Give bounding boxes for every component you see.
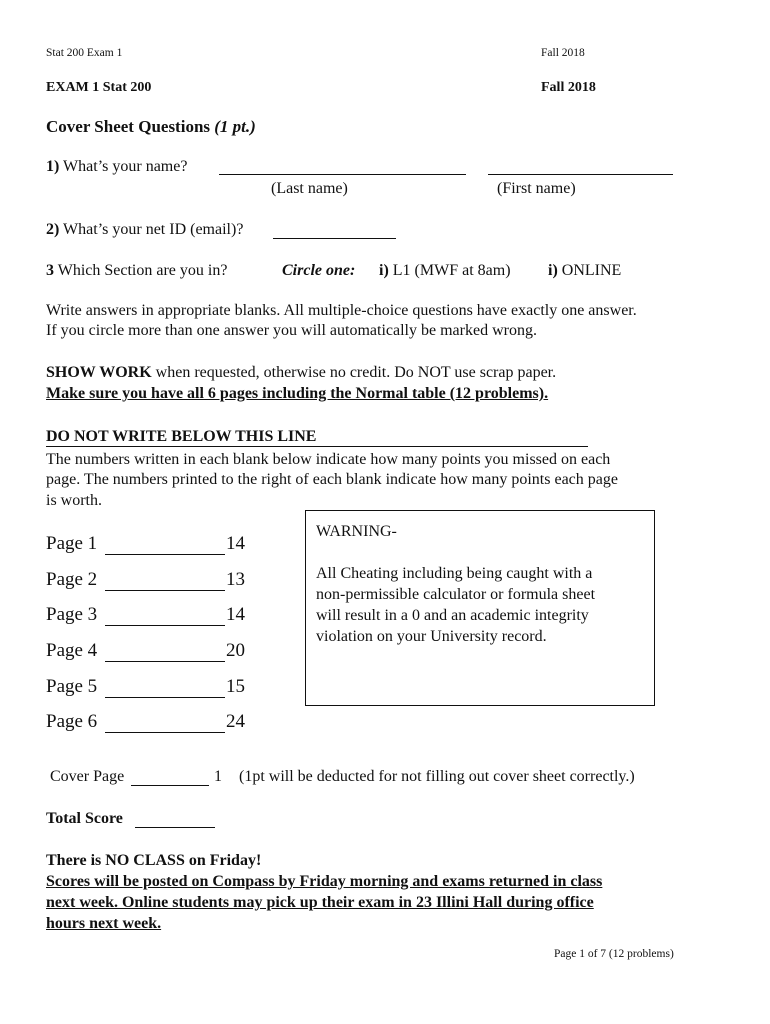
cover-page-score-field[interactable]: [131, 785, 209, 786]
page-3-score-field[interactable]: [105, 625, 225, 626]
section-option-l1[interactable]: [379, 262, 511, 280]
scores-notice-2: next week. Online students may pick up their exam in 23 Illini Hall during office: [46, 894, 594, 911]
q1-number: 1): [46, 158, 60, 175]
page-3-points: 14: [226, 604, 245, 625]
page-6-score-field[interactable]: [105, 732, 225, 733]
page-3-label: Page 3: [46, 604, 98, 625]
warning-line-1: All Cheating including being caught with a: [316, 565, 593, 582]
page-2-points: 13: [226, 569, 245, 590]
section-option-online[interactable]: [548, 262, 621, 280]
q1-text: What’s your name?: [59, 158, 188, 175]
show-work-rest: when requested, otherwise no credit. Do NOT use scrap paper.: [151, 364, 557, 381]
warning-line-3: will result in a 0 and an academic integrity: [316, 607, 589, 624]
cover-page-note: (1pt will be deducted for not filling out cover sheet correctly.): [239, 768, 635, 785]
show-work-bold: SHOW WORK: [46, 364, 152, 381]
warning-line-4: violation on your University record.: [316, 628, 547, 645]
grading-explain-3: is worth.: [46, 492, 102, 509]
q3-number: 3: [46, 262, 54, 279]
scores-notice-3: hours next week.: [46, 915, 162, 932]
q3-text: Which Section are you in?: [54, 262, 228, 279]
circle-one-label: Circle one:: [282, 262, 356, 279]
page-4-label: Page 4: [46, 640, 98, 661]
cover-title-points: (1 pt.): [214, 117, 256, 136]
page-6-points: 24: [226, 711, 245, 732]
instructions-line-2: If you circle more than one answer you will automatically be marked wrong.: [46, 322, 537, 339]
show-work-line: [46, 364, 556, 382]
cover-title-text: Cover Sheet Questions: [46, 117, 215, 136]
question-1: [46, 158, 187, 176]
page-1-points: 14: [226, 533, 245, 554]
page-1-score-field[interactable]: [105, 554, 225, 555]
instructions-line-1: Write answers in appropriate blanks. All multiple-choice questions have exactly one answer.: [46, 302, 637, 319]
warning-title: WARNING-: [316, 523, 397, 540]
q2-number: 2): [46, 221, 60, 238]
grading-explain-2: page. The numbers printed to the right of each blank indicate how many points each page: [46, 471, 618, 488]
page-1-label: Page 1: [46, 533, 98, 554]
opt2-number: i): [548, 262, 558, 279]
cover-sheet-title: [46, 117, 256, 137]
opt1-number: i): [379, 262, 389, 279]
first-name-field[interactable]: [488, 174, 673, 175]
do-not-write-label: DO NOT WRITE BELOW THIS LINE: [46, 428, 317, 445]
total-score-field[interactable]: [135, 827, 215, 828]
grading-explain-1: The numbers written in each blank below indicate how many points you missed on each: [46, 451, 611, 468]
last-name-field[interactable]: [219, 174, 466, 175]
scores-notice-1: Scores will be posted on Compass by Friday morning and exams returned in class: [46, 873, 603, 890]
cover-page-points: 1: [214, 768, 222, 785]
header-right-small: Fall 2018: [541, 47, 585, 59]
page-2-score-field[interactable]: [105, 590, 225, 591]
page-5-points: 15: [226, 676, 245, 697]
cover-page-label: Cover Page: [50, 768, 125, 785]
exam-title: EXAM 1 Stat 200: [46, 80, 152, 95]
page-4-score-field[interactable]: [105, 661, 225, 662]
total-score-label: Total Score: [46, 810, 123, 827]
exam-term: Fall 2018: [541, 80, 596, 95]
warning-line-2: non-permissible calculator or formula sheet: [316, 586, 596, 603]
page-4-points: 20: [226, 640, 245, 661]
warning-box: [305, 510, 655, 706]
page-5-score-field[interactable]: [105, 697, 225, 698]
net-id-field[interactable]: [273, 238, 396, 239]
header-left-small: Stat 200 Exam 1: [46, 47, 123, 59]
page-number: Page 1 of 7 (12 problems): [554, 948, 674, 960]
question-2: [46, 221, 243, 239]
page-5-label: Page 5: [46, 676, 98, 697]
do-not-write-line: [46, 446, 588, 447]
pages-note: Make sure you have all 6 pages including the Normal table (12 problems).: [46, 385, 549, 402]
no-class-notice: There is NO CLASS on Friday!: [46, 852, 262, 869]
question-3: [46, 262, 227, 280]
q2-text: What’s your net ID (email)?: [59, 221, 244, 238]
page-2-label: Page 2: [46, 569, 98, 590]
last-name-label: (Last name): [271, 180, 348, 197]
page-6-label: Page 6: [46, 711, 98, 732]
opt1-text: L1 (MWF at 8am): [388, 262, 511, 279]
opt2-text: ONLINE: [557, 262, 622, 279]
first-name-label: (First name): [497, 180, 576, 197]
